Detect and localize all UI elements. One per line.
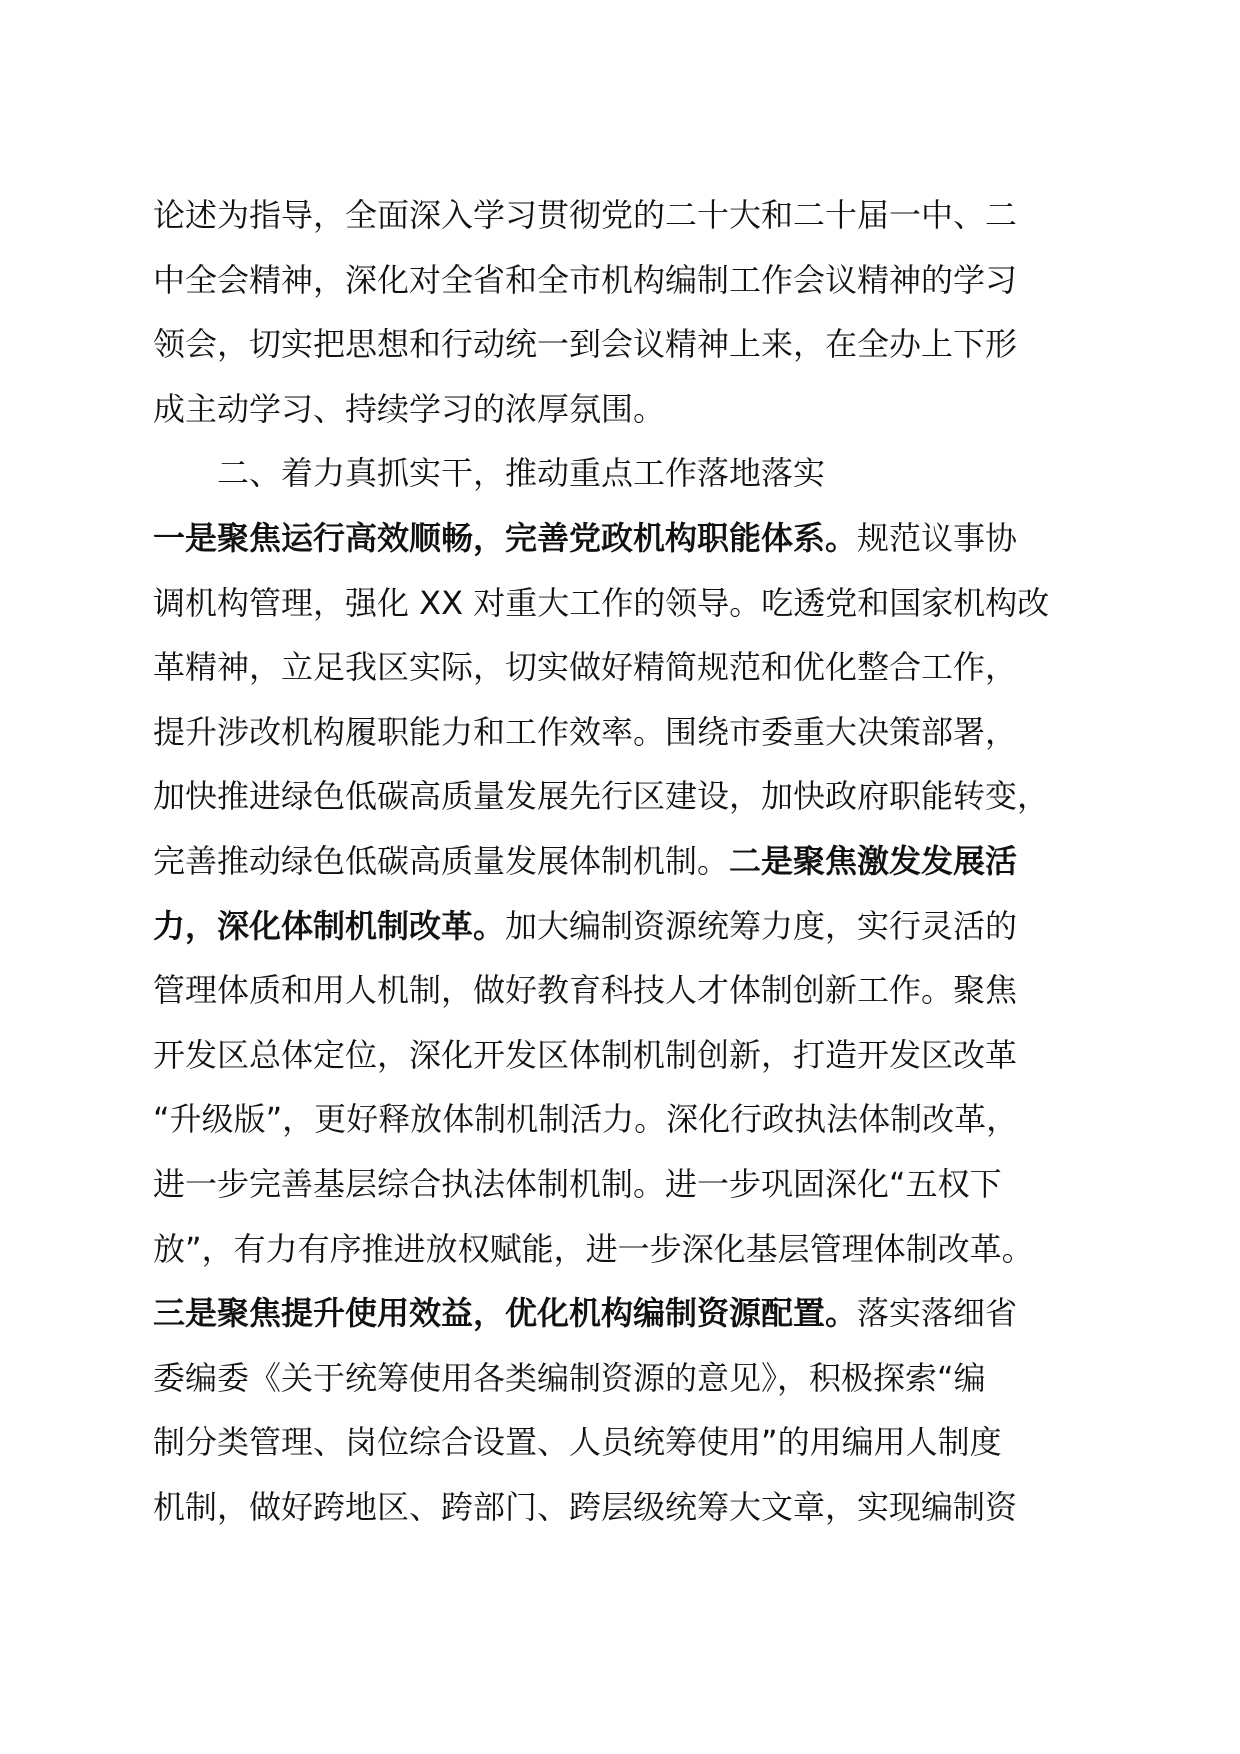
text-segment: 论述为指导，全面深入学习贯彻党的二十大和二十届一中、二	[153, 196, 1018, 234]
text-segment: 规范议事协	[857, 518, 1018, 557]
text-segment: 完善推动绿色低碳高质量发展体制机制。	[153, 841, 730, 880]
text-segment: 加快推进绿色低碳高质量发展先行区建设，加快政府职能转变，	[153, 777, 1050, 816]
text-line	[153, 1346, 1113, 1411]
text-segment: 进一步完善基层综合执法体制机制。进一步巩固深化“五权下	[153, 1164, 1002, 1203]
text-segment: 制分类管理、岗位综合设置、人员统筹使用”的用编用人制度	[153, 1423, 1002, 1462]
text-segment: 革精神，立足我区实际，切实做好精简规范和优化整合工作，	[153, 648, 1018, 687]
text-segment: 开发区总体定位，深化开发区体制机制创新，打造开发区改革	[153, 1035, 1018, 1074]
text-line	[153, 635, 1113, 700]
text-line	[153, 700, 1113, 765]
text-line	[153, 377, 1113, 442]
text-segment: 机制，做好跨地区、跨部门、跨层级统筹大文章，实现编制资	[153, 1487, 1018, 1526]
text-line	[153, 506, 1113, 571]
bold-point-heading: 力，深化体制机制改革。	[153, 906, 506, 945]
text-segment: 落实落细省	[857, 1294, 1018, 1333]
text-line	[153, 312, 1113, 377]
text-segment: 调机构管理，强化 XX 对重大工作的领导。吃透党和国家机构改	[153, 583, 1050, 622]
text-line	[153, 958, 1113, 1023]
section-heading-text: 二、着力真抓实干，推动重点工作落地落实	[217, 454, 826, 493]
text-segment: 领会，切实把思想和行动统一到会议精神上来，在全办上下形	[153, 325, 1018, 364]
text-line	[153, 764, 1113, 829]
text-segment: 委编委《关于统筹使用各类编制资源的意见》，积极探索“编	[153, 1358, 986, 1397]
text-line	[153, 1087, 1113, 1152]
text-segment: 中全会精神，深化对全省和全市机构编制工作会议精神的学习	[153, 260, 1018, 299]
bold-point-heading: 二是聚焦激发发展活	[729, 841, 1018, 880]
text-line	[153, 1410, 1113, 1475]
text-segment: 加大编制资源统筹力度，实行灵活的	[505, 906, 1018, 945]
text-line	[153, 1152, 1113, 1217]
text-line	[153, 829, 1113, 894]
text-segment: 管理体质和用人机制，做好教育科技人才体制创新工作。聚焦	[153, 971, 1018, 1010]
text-segment: 放”，有力有序推进放权赋能，进一步深化基层管理体制改革。	[153, 1229, 1034, 1268]
text-line	[153, 183, 1113, 248]
text-segment: “升级版”，更好释放体制机制活力。深化行政执法体制改革，	[153, 1100, 1019, 1139]
text-line	[153, 571, 1113, 636]
bold-point-heading: 一是聚焦运行高效顺畅，完善党政机构职能体系。	[153, 518, 858, 557]
section-heading	[153, 441, 1113, 506]
bold-point-heading: 三是聚焦提升使用效益，优化机构编制资源配置。	[153, 1294, 858, 1333]
text-line	[153, 248, 1113, 313]
document-body	[153, 183, 1113, 1539]
text-segment: 成主动学习、持续学习的浓厚氛围。	[153, 389, 666, 428]
text-line	[153, 1281, 1113, 1346]
text-segment: 提升涉改机构履职能力和工作效率。围绕市委重大决策部署，	[153, 712, 1018, 751]
text-line	[153, 894, 1113, 959]
text-line	[153, 1475, 1113, 1540]
text-line	[153, 1023, 1113, 1088]
text-line	[153, 1217, 1113, 1282]
